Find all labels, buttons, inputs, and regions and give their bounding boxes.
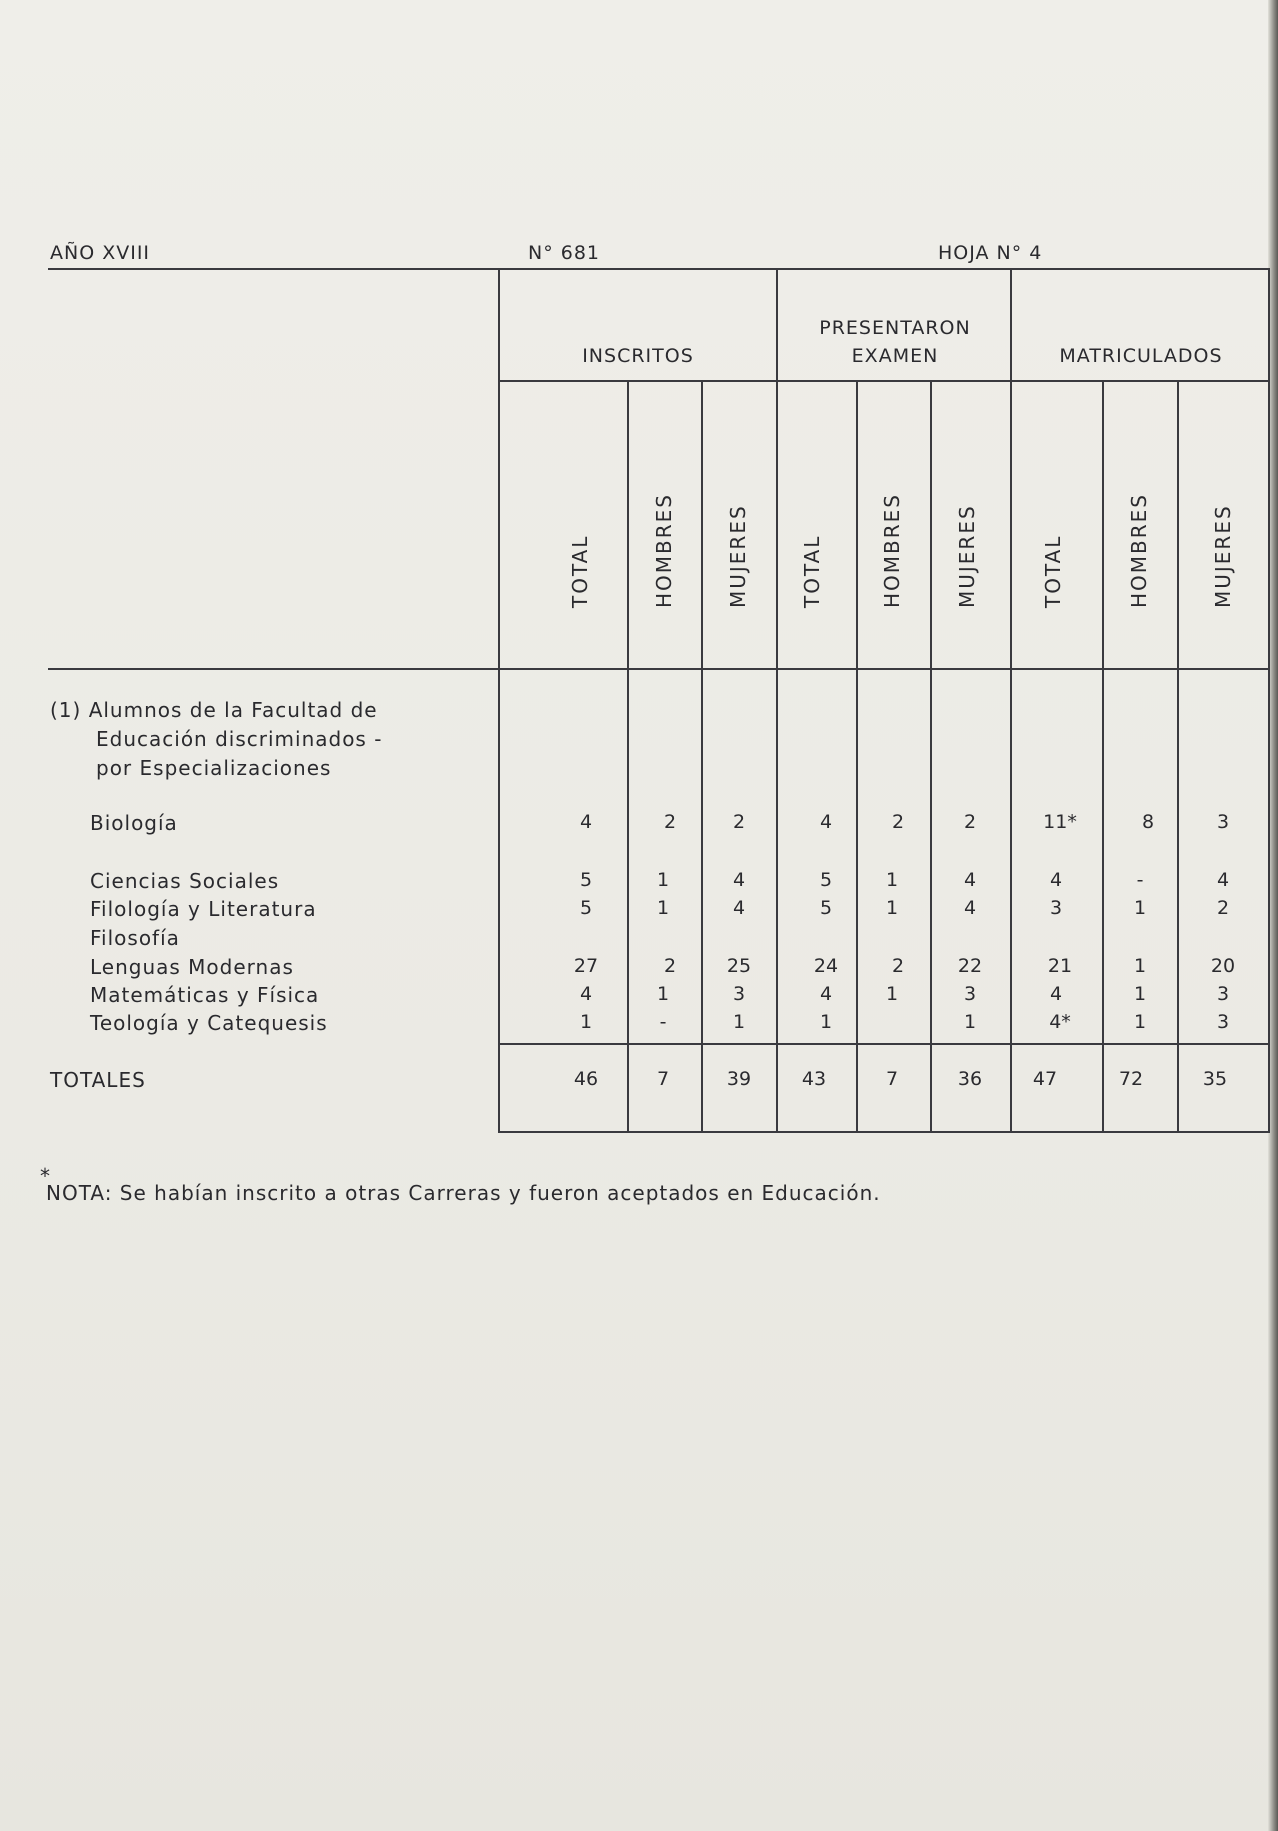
col-divider (627, 380, 629, 1133)
col-header-presentaron-total: TOTAL (800, 534, 824, 608)
row-label-ciencias-sociales: Ciencias Sociales (90, 869, 280, 893)
cell: 4 (732, 897, 746, 919)
cell: 4 (819, 811, 833, 833)
col-divider (701, 380, 703, 1133)
cell: 2 (891, 955, 905, 977)
cell: 4 (579, 983, 593, 1005)
cell: 1 (885, 983, 899, 1005)
row-label-biologia: Biología (90, 811, 178, 835)
row-label-teologia: Teología y Catequesis (90, 1011, 328, 1035)
cell: 1 (656, 897, 670, 919)
cell: 2 (891, 811, 905, 833)
cell: 8 (1141, 811, 1155, 833)
cell: 4* (1049, 1011, 1071, 1033)
cell: 1 (885, 869, 899, 891)
col-header-inscritos-hombres: HOMBRES (652, 493, 676, 608)
cell: 1 (1133, 983, 1147, 1005)
total-cell: 46 (573, 1068, 599, 1090)
total-cell: 7 (656, 1068, 670, 1090)
total-cell: 47 (1032, 1068, 1058, 1090)
table-group-rule (498, 380, 1270, 382)
cell: 5 (819, 869, 833, 891)
col-divider (1177, 380, 1179, 1133)
total-cell: 36 (957, 1068, 983, 1090)
cell: 3 (1216, 811, 1230, 833)
cell: 4 (1049, 983, 1063, 1005)
cell: 21 (1047, 955, 1073, 977)
col-divider (1102, 380, 1104, 1133)
row-label-lenguas-modernas: Lenguas Modernas (90, 955, 294, 979)
cell: 1 (1133, 955, 1147, 977)
header-sheet: HOJA N° 4 (938, 242, 1043, 264)
cell: 2 (732, 811, 746, 833)
intro-line: por Especializaciones (96, 756, 332, 780)
row-label-filologia: Filología y Literatura (90, 897, 317, 921)
intro-line: (1) Alumnos de la Facultad de (50, 698, 378, 722)
group-divider (776, 268, 778, 1133)
cell: 2 (963, 811, 977, 833)
group-divider (1010, 268, 1012, 1133)
header-rule (48, 268, 1270, 270)
cell: 1 (656, 869, 670, 891)
total-cell: 72 (1118, 1068, 1144, 1090)
cell: 3 (732, 983, 746, 1005)
cell: 25 (726, 955, 752, 977)
table-right-border (1268, 268, 1270, 1133)
intro-line: Educación discriminados - (96, 727, 383, 751)
total-cell: 35 (1202, 1068, 1228, 1090)
cell: 4 (1216, 869, 1230, 891)
col-divider (856, 380, 858, 1133)
group-header-presentaron: PRESENTARON EXAMEN (819, 317, 971, 367)
cell: 2 (663, 955, 677, 977)
table-totals-rule (498, 1043, 1270, 1045)
header-number: N° 681 (528, 242, 601, 264)
cell: 1 (1133, 897, 1147, 919)
total-cell: 7 (885, 1068, 899, 1090)
cell: 2 (663, 811, 677, 833)
col-header-matriculados-hombres: HOMBRES (1127, 493, 1151, 608)
cell: 5 (579, 897, 593, 919)
cell: 3 (1049, 897, 1063, 919)
col-header-inscritos-total: TOTAL (568, 534, 592, 608)
col-header-presentaron-hombres: HOMBRES (880, 493, 904, 608)
row-label-matematicas: Matemáticas y Física (90, 983, 320, 1007)
cell: 1 (885, 897, 899, 919)
row-label-totales: TOTALES (50, 1068, 146, 1092)
cell: 22 (957, 955, 983, 977)
cell: 24 (813, 955, 839, 977)
col-divider (930, 380, 932, 1133)
cell: 4 (819, 983, 833, 1005)
col-header-matriculados-mujeres: MUJERES (1211, 504, 1235, 608)
group-header-inscritos: INSCRITOS (582, 345, 694, 367)
col-header-matriculados-total: TOTAL (1041, 534, 1065, 608)
cell: - (659, 1011, 667, 1033)
cell: 1 (1133, 1011, 1147, 1033)
col-header-presentaron-mujeres: MUJERES (955, 504, 979, 608)
cell: - (1136, 869, 1144, 891)
cell: 4 (579, 811, 593, 833)
cell: 20 (1210, 955, 1236, 977)
cell: 4 (1049, 869, 1063, 891)
cell: 1 (819, 1011, 833, 1033)
note-text: NOTA: Se habían inscrito a otras Carreras y fueron aceptados en Educación. (46, 1181, 881, 1205)
group-header-matriculados: MATRICULADOS (1059, 345, 1223, 367)
cell: 27 (573, 955, 599, 977)
cell: 3 (1216, 1011, 1230, 1033)
total-cell: 43 (801, 1068, 827, 1090)
header-year: AÑO XVIII (50, 242, 151, 264)
table-left-border (498, 268, 500, 1133)
cell: 4 (963, 897, 977, 919)
cell: 1 (656, 983, 670, 1005)
col-header-inscritos-mujeres: MUJERES (726, 504, 750, 608)
note-marker: * (40, 1164, 50, 1188)
table-bottom-rule (498, 1131, 1270, 1133)
cell: 5 (819, 897, 833, 919)
cell: 5 (579, 869, 593, 891)
cell: 4 (963, 869, 977, 891)
cell: 3 (1216, 983, 1230, 1005)
cell: 1 (963, 1011, 977, 1033)
cell: 1 (732, 1011, 746, 1033)
total-cell: 39 (726, 1068, 752, 1090)
cell: 1 (579, 1011, 593, 1033)
cell: 2 (1216, 897, 1230, 919)
cell: 3 (963, 983, 977, 1005)
table-header-rule (48, 668, 1270, 670)
cell: 4 (732, 869, 746, 891)
cell: 11* (1043, 811, 1077, 833)
row-label-filosofia: Filosofía (90, 926, 180, 950)
